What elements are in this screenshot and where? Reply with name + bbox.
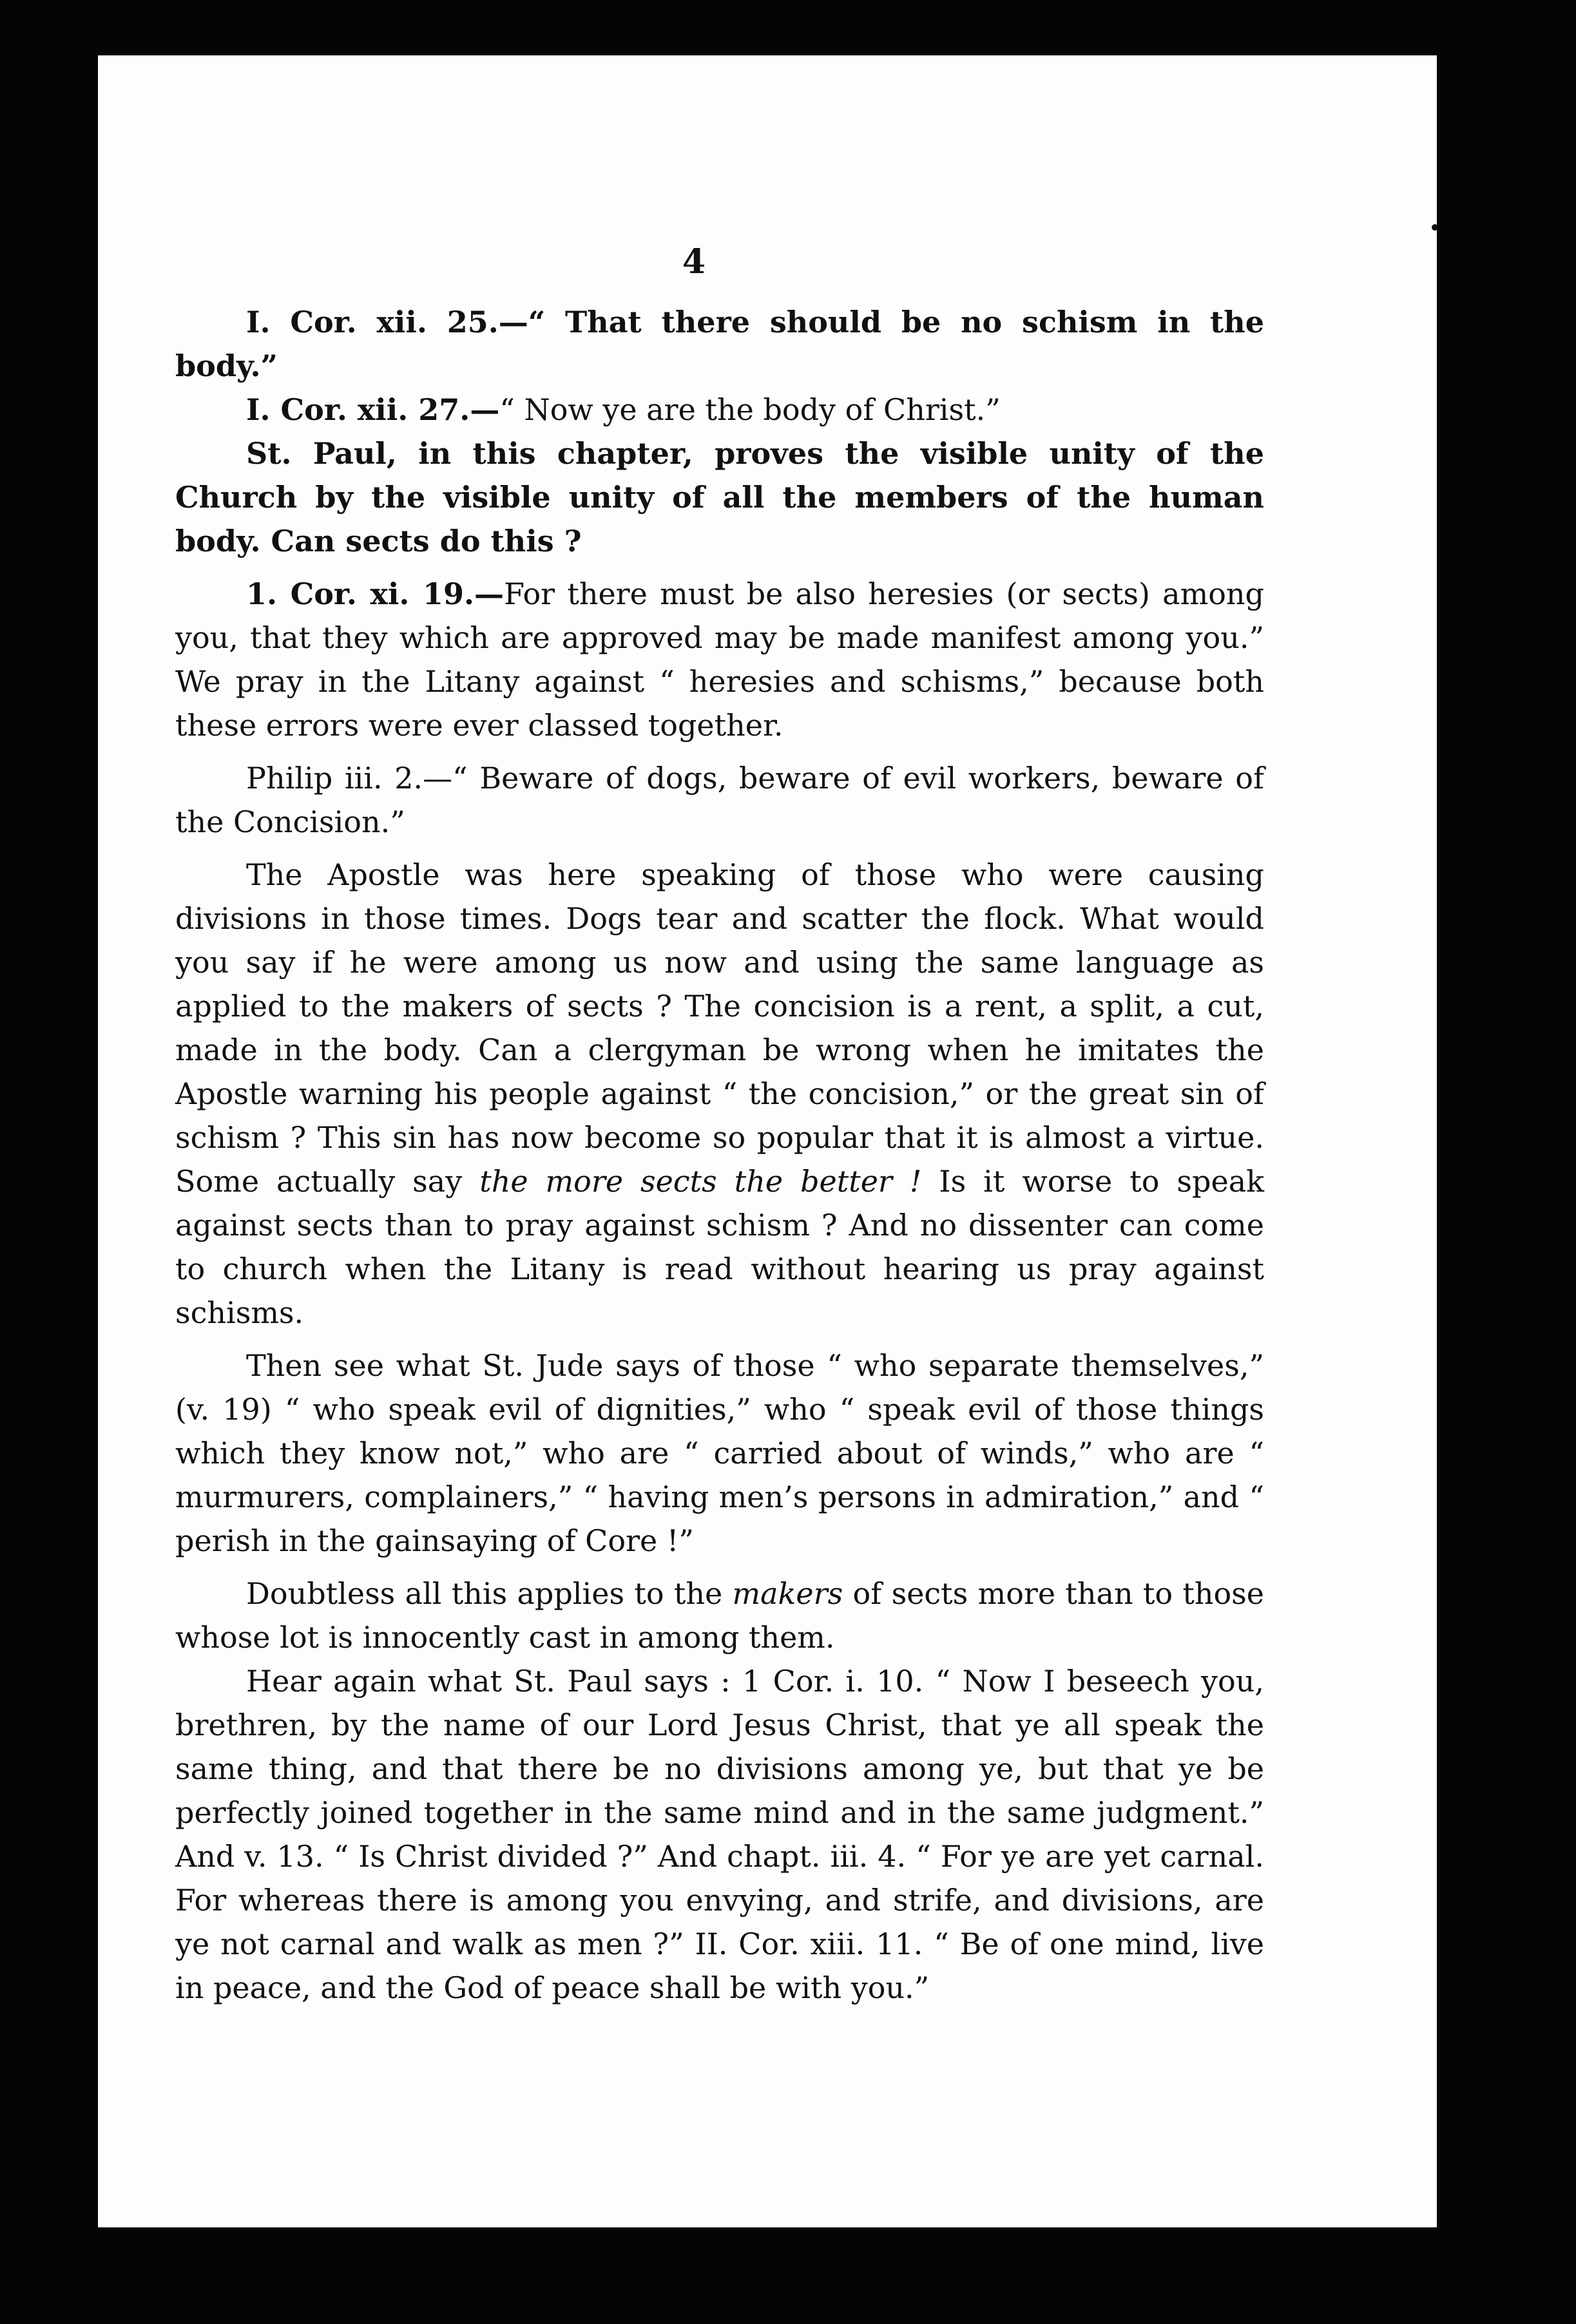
paragraph-text: “ Now ye are the body of Christ.” (499, 392, 1001, 427)
paragraph (175, 853, 1264, 1335)
paragraph (175, 432, 1264, 563)
paragraph (175, 1344, 1264, 1563)
paragraph-text: The Apostle was here speaking of those who were causing divisions in those times. Dogs tear and scatter the flock. What would you say if he were among us now and using the same language as applied to the makers of sects ? The concision is a rent, a split, a cut, made in the body. Can a clergyman be wrong when he imitates the Apostle warning his people against “ the concision,” or the great sin of schism ? This sin has now become so popular that it is almost a virtue. Some actually say (175, 857, 1264, 1199)
paragraph (175, 300, 1264, 388)
paragraph-text: “ Beware of dogs, beware of evil workers, beware of the Concision.” (175, 761, 1264, 839)
paragraph-text: “ That there should be no schism in the body.” (175, 305, 1264, 383)
paragraph-text: St. Paul, in this chapter, proves the visible unity of the Church by the visible unity of all the members of the human body. Can sects do this ? (175, 436, 1264, 558)
paragraph (175, 1572, 1264, 1659)
scripture-reference: Philip iii. 2.— (246, 761, 453, 795)
paragraph (175, 388, 1264, 432)
page-number: 4 (682, 242, 706, 281)
italic-phrase: the more sects the better ! (479, 1164, 922, 1199)
scripture-reference: 1. Cor. xi. 19.— (246, 576, 505, 611)
paragraph-text: Then see what St. Jude says of those “ who separate themselves,” (v. 19) “ who speak evil of dignities,” who “ speak evil of those things which they know not,” who are “ carried about of winds,” who are “ murmurers, complainers,” “ having men’s persons in admiration,” and “ perish in the gainsaying of Core !” (175, 1348, 1264, 1558)
paragraph (175, 1659, 1264, 2010)
paragraph (175, 756, 1264, 844)
paragraph-text: For there must be also heresies (or sects) among you, that they which are approved may be made manifest among you.” We pray in the Litany against “ heresies and schisms,” because both these errors were ever classed together. (175, 576, 1264, 743)
margin-mark (1432, 224, 1437, 231)
document-page (98, 55, 1437, 2227)
paragraph-text: Doubtless all this applies to the (246, 1576, 733, 1611)
scripture-reference: I. Cor. xii. 25.— (246, 305, 528, 339)
body-text (175, 300, 1264, 2010)
scripture-reference: I. Cor. xii. 27.— (246, 392, 500, 427)
paragraph-text: Is it worse to speak against sects than to pray against schism ? And no dissenter can come to church when the Litany is read without hearing us pray against schisms. (175, 1164, 1265, 1330)
paragraph-text: Hear again what St. Paul says : 1 Cor. i. 10. “ Now I beseech you, brethren, by the name of our Lord Jesus Christ, that ye all speak the same thing, and that there be no divisions among ye, but that ye be perfectly joined together in the same mind and in the same judgment.” And v. 13. “ Is Christ divided ?” And chapt. iii. 4. “ For ye are yet carnal. For whereas there is among you envying, and strife, and divisions, are ye not carnal and walk as men ?” II. Cor. xiii. 11. “ Be of one mind, live in peace, and the God of peace shall be with you.” (175, 1664, 1264, 2005)
paragraph-text: of sects more than to those whose lot is innocently cast in among them. (175, 1576, 1265, 1655)
paragraph (175, 572, 1264, 747)
italic-phrase: makers (732, 1576, 843, 1611)
